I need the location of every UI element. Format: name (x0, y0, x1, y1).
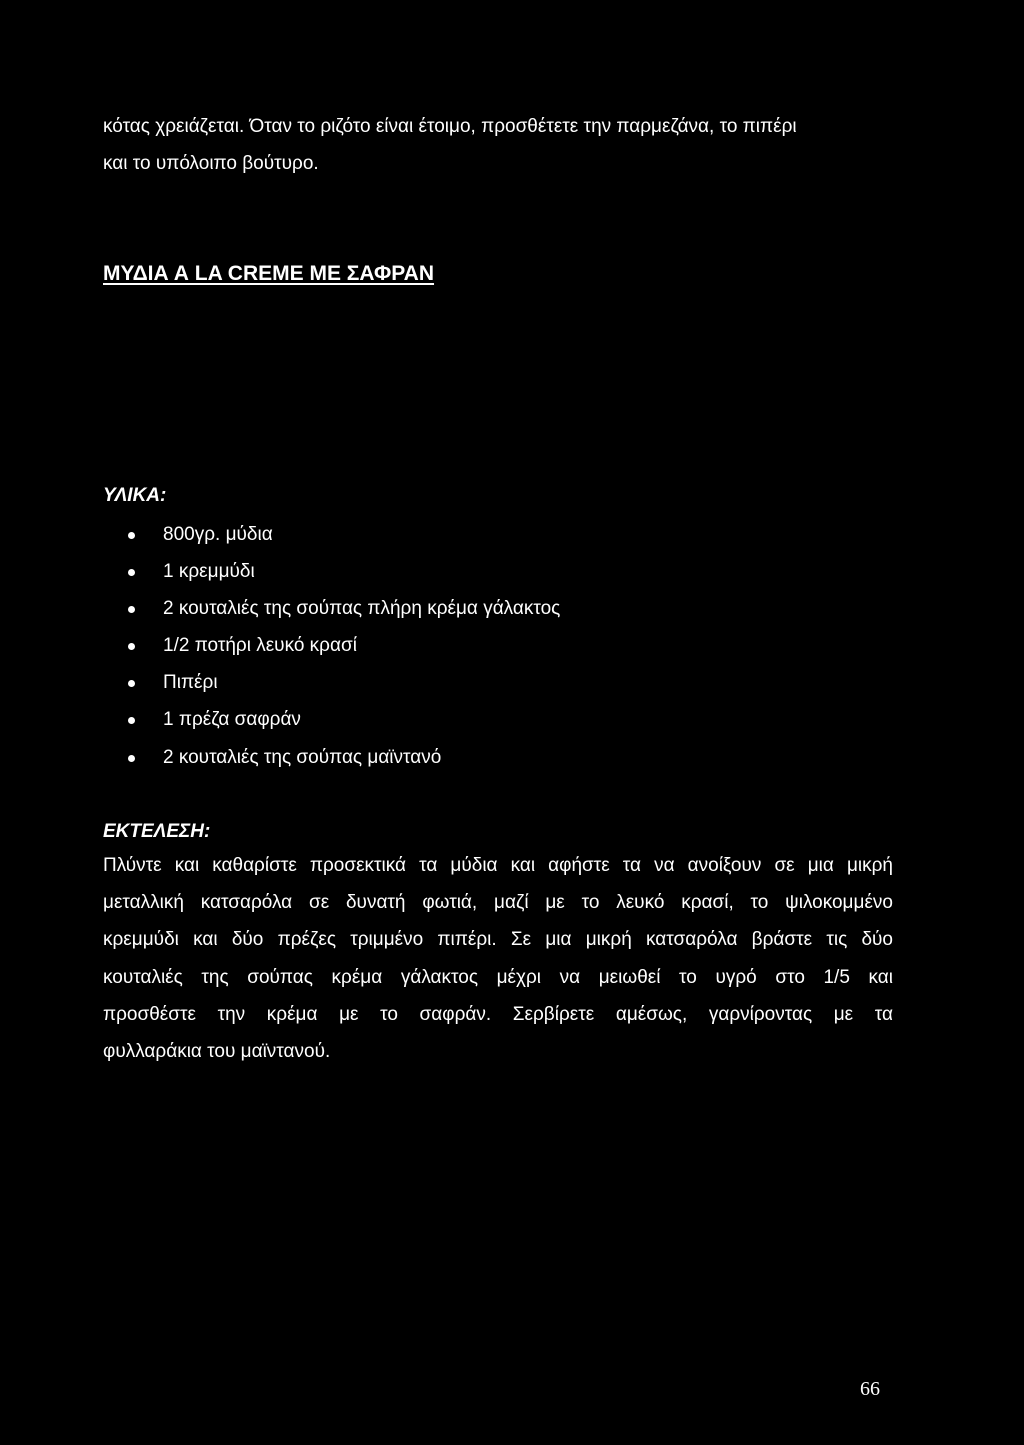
method-heading: ΕΚΤΕΛΕΣΗ: (103, 821, 211, 842)
method-line: Πλύντε και καθαρίστε προσεκτικά τα μύδια και αφήστε τα να ανοίξουν σε μια μικρή (103, 855, 893, 876)
bullet-icon (128, 606, 135, 613)
ingredient-text: Πιπέρι (163, 672, 218, 693)
method-line: μεταλλική κατσαρόλα σε δυνατή φωτιά, μαζί με το λευκό κρασί, το ψιλοκομμένο (103, 892, 893, 913)
ingredient-text: 2 κουταλιές της σούπας μαϊντανό (163, 747, 442, 768)
ingredient-text: 1 κρεμμύδι (163, 561, 255, 582)
bullet-icon (128, 755, 135, 762)
page-number: 66 (860, 1378, 880, 1400)
method-line: κρεμμύδι και δύο πρέζες τριμμένο πιπέρι. Σε μια μικρή κατσαρόλα βράστε τις δύο (103, 929, 893, 950)
ingredient-text: 2 κουταλιές της σούπας πλήρη κρέμα γάλακτος (163, 598, 561, 619)
recipe-title: ΜΥΔΙΑ Α LA CREME ΜΕ ΣΑΦΡΑΝ (103, 262, 435, 285)
bullet-icon (128, 643, 135, 650)
bullet-icon (128, 569, 135, 576)
ingredient-text: 800γρ. μύδια (163, 524, 273, 545)
ingredient-text: 1/2 ποτήρι λευκό κρασί (163, 635, 357, 656)
bullet-icon (128, 680, 135, 687)
method-line: προσθέστε την κρέμα με το σαφράν. Σερβίρετε αμέσως, γαρνίροντας με τα (103, 1004, 893, 1025)
bullet-icon (128, 532, 135, 539)
method-line: φυλλαράκια του μαϊντανού. (103, 1041, 331, 1062)
intro-line-2: και το υπόλοιπο βούτυρο. (103, 153, 319, 174)
ingredient-text: 1 πρέζα σαφράν (163, 709, 301, 730)
ingredients-heading: ΥΛΙΚΑ: (103, 485, 167, 506)
bullet-icon (128, 717, 135, 724)
method-line: κουταλιές της σούπας κρέμα γάλακτος μέχρι να μειωθεί το υγρό στο 1/5 και (103, 967, 893, 988)
intro-line-1: κότας χρειάζεται. Όταν το ριζότο είναι έτοιμο, προσθέτετε την παρμεζάνα, το πιπέρι (103, 116, 797, 137)
